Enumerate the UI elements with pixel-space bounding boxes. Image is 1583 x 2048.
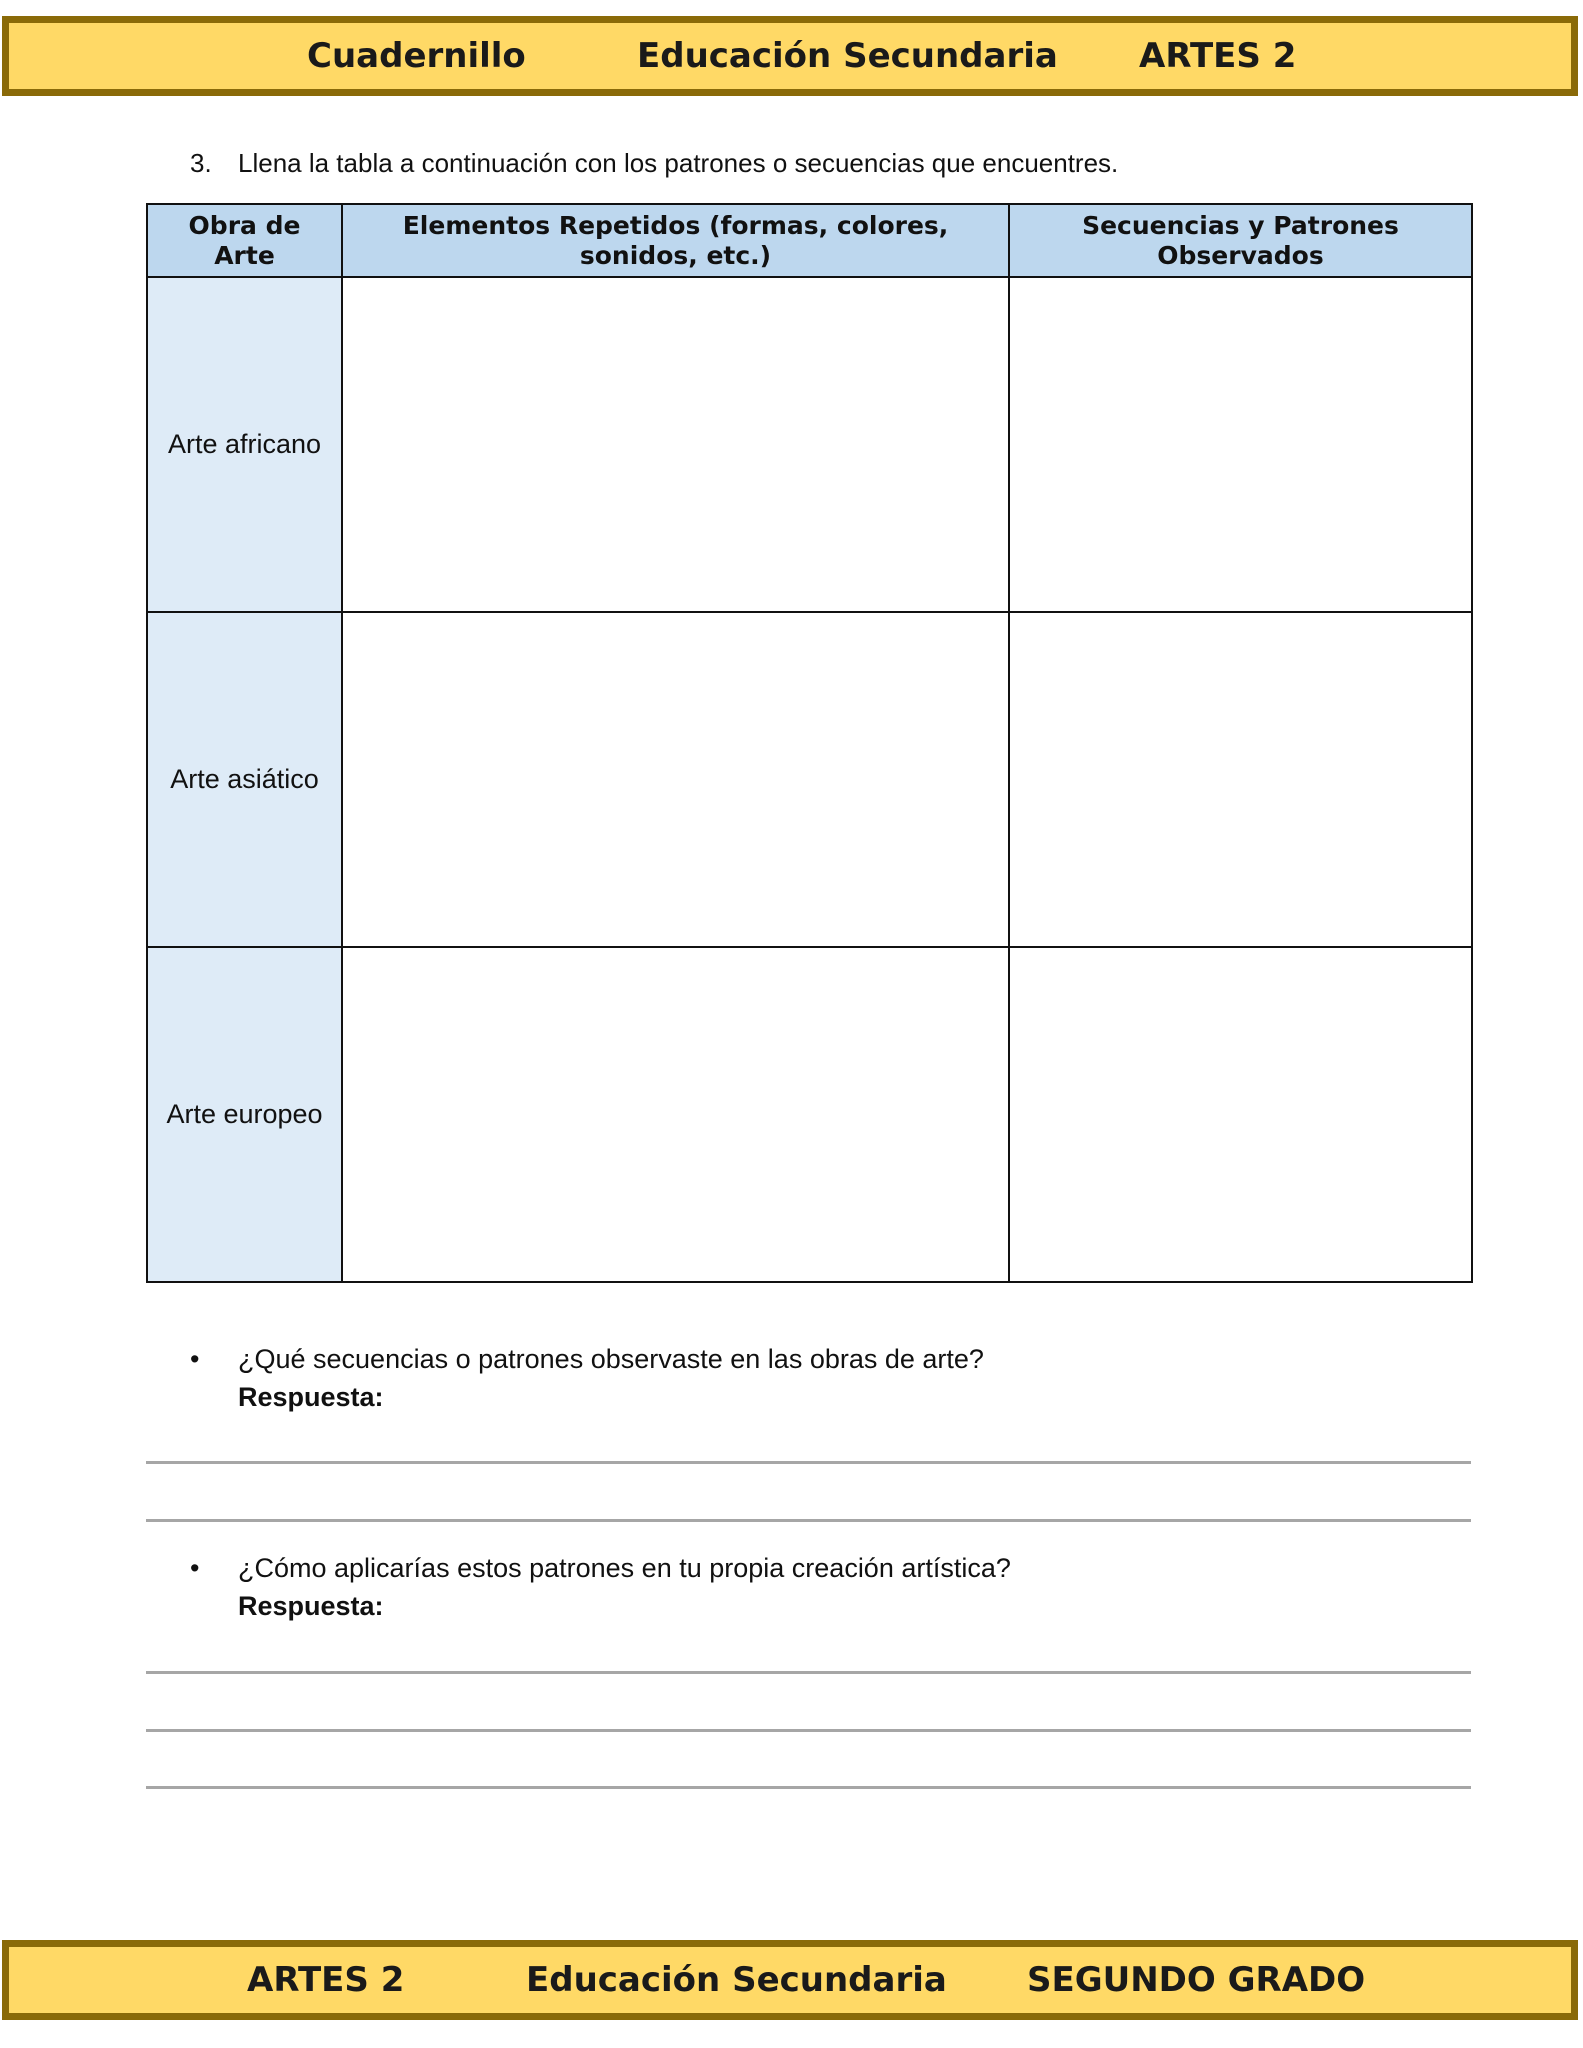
response-label: Respuesta: <box>238 1382 384 1412</box>
header-level: Educación Secundaria <box>637 36 1058 76</box>
cell-repeated-elements-african[interactable] <box>342 277 1009 612</box>
answer-line[interactable] <box>146 1671 1471 1674</box>
column-header-artwork <box>147 204 342 277</box>
row-label-african-art: Arte africano <box>147 277 342 612</box>
cell-repeated-elements-asian[interactable] <box>342 612 1009 947</box>
table-header-row <box>147 204 1472 277</box>
column-header-line: sonidos, etc.) <box>579 240 772 270</box>
answer-line[interactable] <box>146 1519 1471 1522</box>
footer-level: Educación Secundaria <box>526 1960 947 2000</box>
footer-subject: ARTES 2 <box>247 1960 405 2000</box>
patterns-table <box>146 203 1473 1283</box>
table-row <box>147 612 1472 947</box>
table-row <box>147 277 1472 612</box>
answer-line[interactable] <box>146 1729 1471 1732</box>
row-label-european-art: Arte europeo <box>147 947 342 1282</box>
response-label: Respuesta: <box>238 1591 384 1621</box>
page-footer <box>2 1940 1578 2020</box>
cell-sequences-asian[interactable] <box>1009 612 1472 947</box>
question-text: ¿Qué secuencias o patrones observaste en las obras de arte? <box>238 1344 984 1374</box>
page-header <box>2 16 1578 96</box>
column-header-line: Obra de <box>188 210 301 240</box>
header-subject: ARTES 2 <box>1139 36 1297 76</box>
answer-line[interactable] <box>146 1461 1471 1464</box>
column-header-line: Arte <box>214 240 275 270</box>
bullet: • <box>190 1553 200 1583</box>
instruction <box>190 148 1118 179</box>
column-header-line: Elementos Repetidos (formas, colores, <box>402 210 949 240</box>
cell-sequences-european[interactable] <box>1009 947 1472 1282</box>
table-row <box>147 947 1472 1282</box>
footer-grade: SEGUNDO GRADO <box>1027 1960 1366 2000</box>
header-title: Cuadernillo <box>307 36 526 76</box>
answer-line[interactable] <box>146 1786 1471 1789</box>
row-label-asian-art: Arte asiático <box>147 612 342 947</box>
column-header-repeated-elements <box>342 204 1009 277</box>
cell-repeated-elements-european[interactable] <box>342 947 1009 1282</box>
column-header-line: Secuencias y Patrones <box>1082 210 1399 240</box>
cell-sequences-african[interactable] <box>1009 277 1472 612</box>
instruction-number: 3. <box>190 148 212 178</box>
column-header-sequences <box>1009 204 1472 277</box>
question-text: ¿Cómo aplicarías estos patrones en tu propia creación artística? <box>238 1553 1011 1583</box>
column-header-line: Observados <box>1157 240 1324 270</box>
bullet: • <box>190 1344 200 1374</box>
instruction-text: Llena la tabla a continuación con los patrones o secuencias que encuentres. <box>238 148 1119 178</box>
